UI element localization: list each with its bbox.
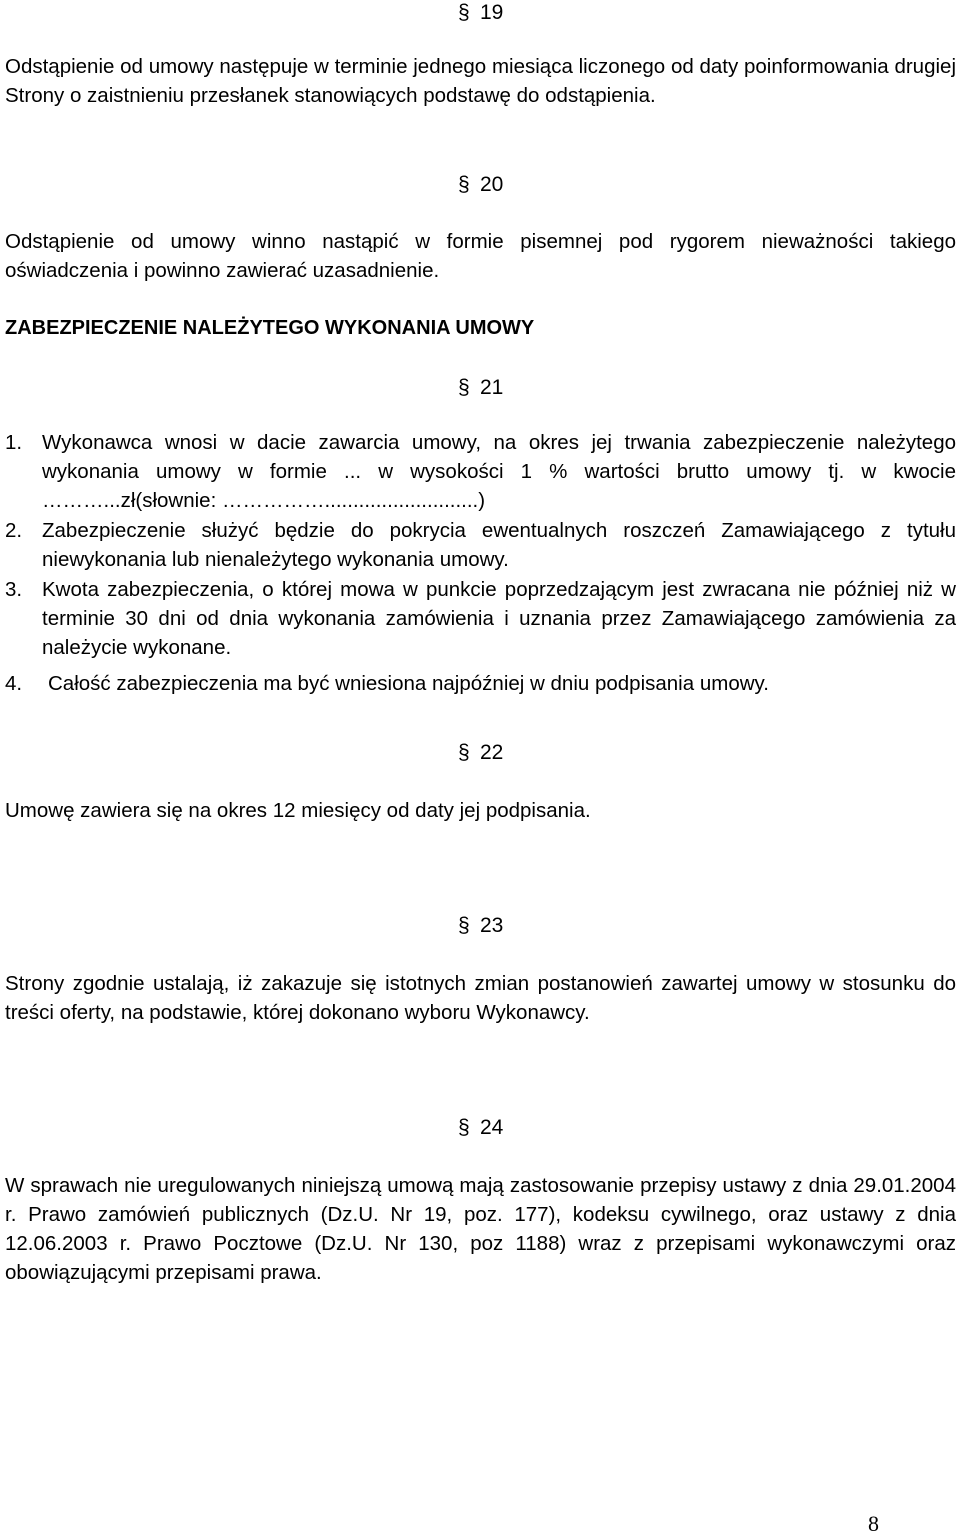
list-item-21-3 bbox=[5, 575, 956, 662]
section-heading-21 bbox=[458, 375, 503, 401]
section-symbol: § bbox=[458, 1116, 470, 1139]
list-item-number: 2. bbox=[5, 519, 23, 542]
section-symbol: § bbox=[458, 914, 470, 937]
section-symbol: § bbox=[458, 173, 470, 196]
section-number: 23 bbox=[480, 914, 504, 937]
section-heading-20 bbox=[458, 172, 503, 198]
section-number: 22 bbox=[480, 741, 504, 764]
paragraph-24: W sprawach nie uregulowanych niniejszą umową mają zastosowanie przepisy ustawy z dnia 29.01.2004 r. Prawo zamówień publicznych (Dz.U. Nr 19, poz. 177), kodeksu cywilnego, oraz ustawy z dnia 12.06.2003 r. Prawo Pocztowe (Dz.U. Nr 130, poz 1188) wraz z przepisami wykonawczymi oraz obowiązującymi przepisami prawa. bbox=[5, 1174, 956, 1284]
section-number: 21 bbox=[480, 376, 504, 399]
section-number: 20 bbox=[480, 173, 504, 196]
section-symbol: § bbox=[458, 376, 470, 399]
paragraph-20: Odstąpienie od umowy winno nastąpić w formie pisemnej pod rygorem nieważności takiego oświadczenia i powinno zawierać uzasadnienie. bbox=[5, 230, 956, 282]
list-item-text: Kwota zabezpieczenia, o której mowa w punkcie poprzedzającym jest zwracana nie później niż w terminie 30 dni od dnia wykonania zamówienia i uznania przez Zamawiającego zamówienia za należycie wykonane. bbox=[42, 578, 956, 659]
section-number: 24 bbox=[480, 1116, 504, 1139]
section-heading-23 bbox=[458, 913, 503, 939]
list-item-21-4 bbox=[5, 669, 956, 698]
section-heading-24 bbox=[458, 1115, 503, 1141]
list-item-text: Wykonawca wnosi w dacie zawarcia umowy, na okres jej trwania zabezpieczenie należytego wykonania umowy w formie ... w wysokości 1 % wartości brutto umowy tj. w kwocie ………...zł(słownie: ……………...........................) bbox=[42, 431, 956, 512]
list-item-text: Zabezpieczenie służyć będzie do pokrycia ewentualnych roszczeń Zamawiającego z tytułu niewykonania lub nienależytego wykonania umowy. bbox=[42, 519, 956, 571]
paragraph-23: Strony zgodnie ustalają, iż zakazuje się istotnych zmian postanowień zawartej umowy w stosunku do treści oferty, na podstawie, której dokonano wyboru Wykonawcy. bbox=[5, 972, 956, 1024]
section-symbol: § bbox=[458, 741, 470, 764]
list-item-21-1 bbox=[5, 428, 956, 515]
list-item-number: 4. bbox=[5, 672, 23, 695]
section-heading-22 bbox=[458, 740, 503, 766]
paragraph-19: Odstąpienie od umowy następuje w terminie jednego miesiąca liczonego od daty poinformowania drugiej Strony o zaistnieniu przesłanek stanowiących podstawę do odstąpienia. bbox=[5, 55, 956, 107]
paragraph-22: Umowę zawiera się na okres 12 miesięcy od daty jej podpisania. bbox=[5, 799, 591, 822]
section-heading-19 bbox=[458, 0, 503, 26]
list-item-number: 3. bbox=[5, 578, 23, 601]
section-symbol: § bbox=[458, 1, 470, 24]
list-item-number: 1. bbox=[5, 431, 23, 454]
list-item-text: Całość zabezpieczenia ma być wniesiona najpóźniej w dniu podpisania umowy. bbox=[48, 672, 769, 695]
page-number: 8 bbox=[868, 1511, 879, 1536]
heading-security: ZABEZPIECZENIE NALEŻYTEGO WYKONANIA UMOWY bbox=[5, 317, 535, 339]
section-number: 19 bbox=[480, 1, 504, 24]
list-item-21-2 bbox=[5, 516, 956, 574]
